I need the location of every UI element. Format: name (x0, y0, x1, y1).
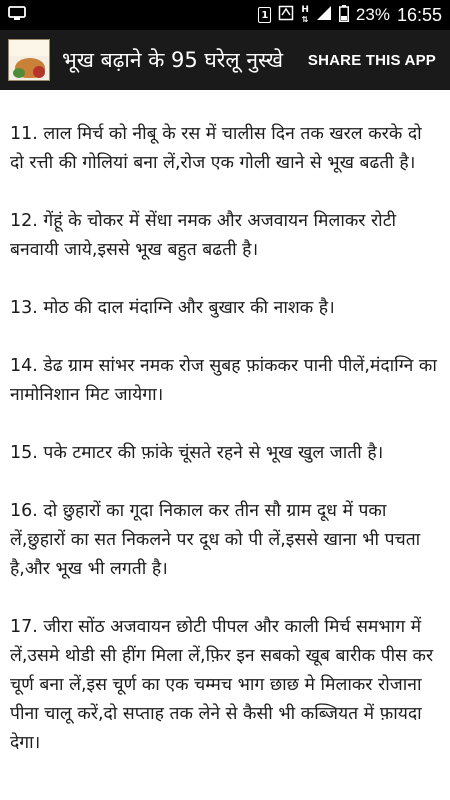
tip-item-16: 16. दो छुहारों का गूदा निकाल कर तीन सौ ग्राम दूध में पका लें,छुहारों का सत निकलने पर दूध को पी लें,इससे खाना भी पचता है,और भूख भी लगती है। (10, 501, 421, 579)
notification-icon (8, 5, 26, 25)
status-bar (0, 0, 450, 30)
battery-icon (339, 5, 349, 26)
logo-vegetable-icon (13, 68, 25, 78)
network-arrows-icon: ⇅ (301, 15, 309, 24)
tip-item-17: 17. जीरा सोंठ अजवायन छोटी पीपल और काली मिर्च समभाग में लें,उसमे थोडी सी हींग मिला लें,फ़िर इन सबको खूब बारीक पीस कर चूर्ण बना लें,इस चूर्ण का एक चम्मच भाग छाछ मे मिलाकर रोजाना पीना चालू करें,दो सप्ताह तक लेने से कैसी भी कब्जियत में फ़ायदा देगा। (10, 617, 434, 753)
clock-time: 16:55 (396, 4, 442, 25)
logo-tomato-icon (33, 66, 45, 78)
signal-strength-icon (316, 5, 332, 25)
app-title: भूख बढ़ाने के 95 घरेलू नुस्खे (62, 48, 284, 72)
wifi-calling-icon (278, 5, 294, 25)
app-logo-icon (8, 39, 50, 81)
logo-text-band (9, 40, 50, 56)
tip-item-13: 13. मोठ की दाल मंदाग्नि और बुखार की नाशक है। (10, 298, 335, 318)
tips-content[interactable] (0, 90, 450, 800)
battery-percent: 23% (355, 5, 390, 24)
status-left (8, 5, 26, 25)
network-type-icon (301, 6, 309, 24)
tip-item-12: 12. गेंहूं के चोकर में सेंधा नमक और अजवायन मिलाकर रोटी बनवायी जाये,इससे भूख बहुत बढती है। (10, 211, 397, 260)
sim-slot-icon: 1 (258, 7, 271, 23)
tip-item-11: 11. लाल मिर्च को नीबू के रस में चालीस दिन तक खरल करके दो दो रत्ती की गोलियां बना लें,रोज एक गोली खाने से भूख बढती है। (10, 124, 422, 173)
share-app-button[interactable]: SHARE THIS APP (307, 51, 436, 69)
tip-item-15: 15. पके टमाटर की फ़ांके चूंसते रहने से भूख खुल जाती है। (10, 443, 384, 463)
network-type-label: H (301, 5, 309, 15)
status-right (258, 5, 442, 26)
tip-item-14: 14. डेढ ग्राम सांभर नमक रोज सुबह फ़ांककर पानी पीलें,मंदाग्नि का नामोनिशान मिट जायेगा। (10, 356, 437, 405)
app-bar (0, 30, 450, 90)
